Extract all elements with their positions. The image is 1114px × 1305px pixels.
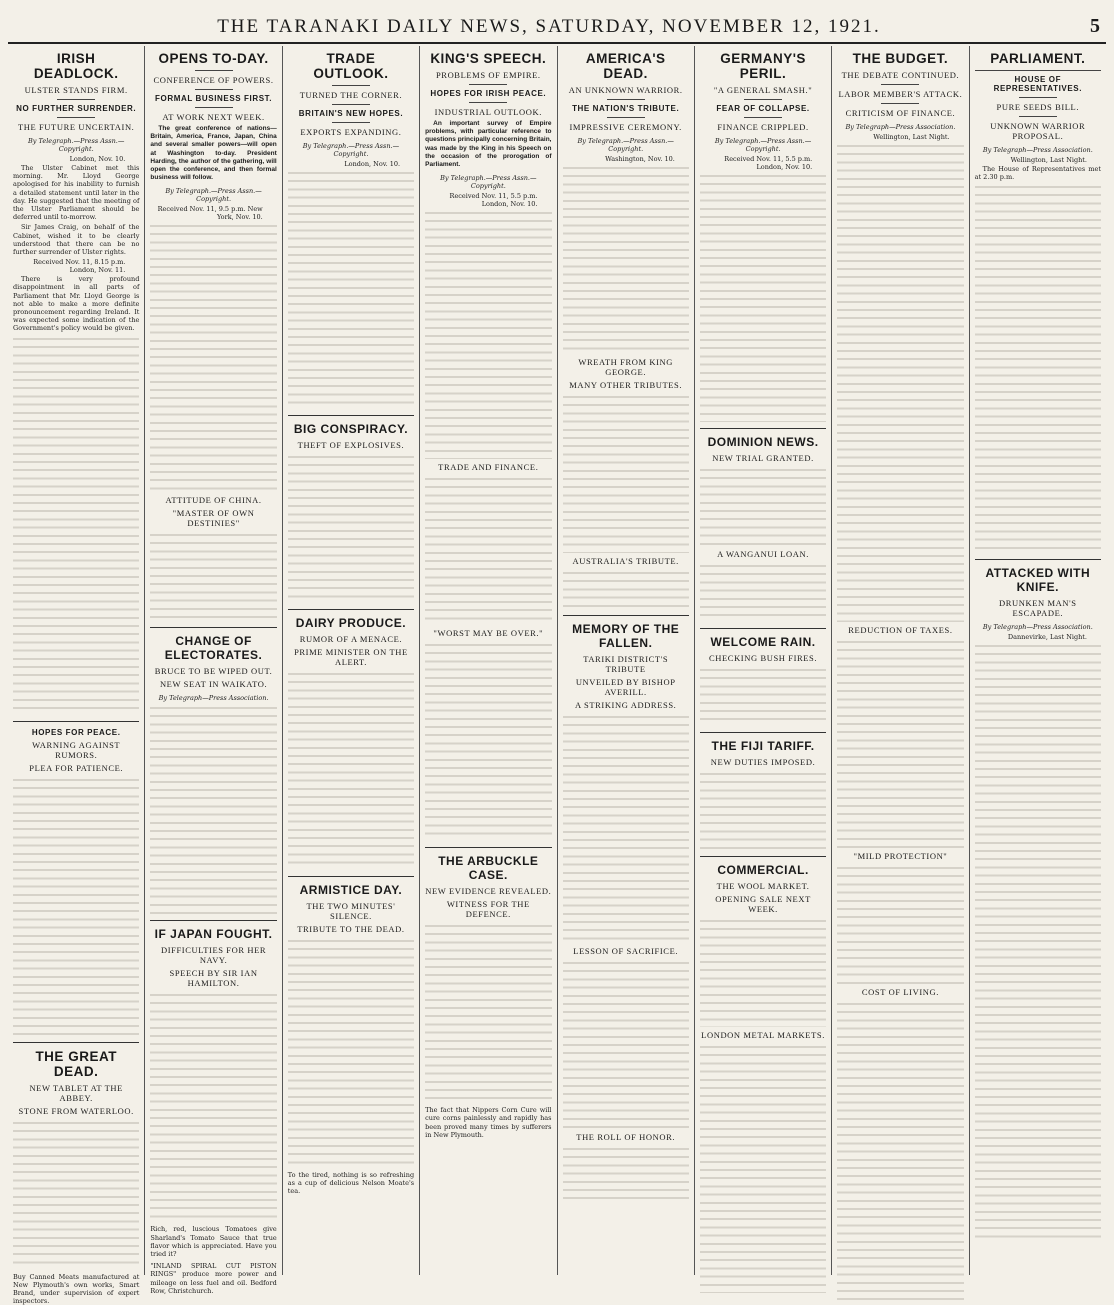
body-text-block xyxy=(975,183,1101,553)
divider xyxy=(744,99,782,100)
advertisement: Buy Canned Meats manufactured at New Plymouth's own works, Smart Brand, under supervision of expert inspectors. xyxy=(13,1272,140,1305)
subhead: BRITAIN'S NEW HOPES. xyxy=(298,109,404,118)
subhead: WARNING AGAINST RUMORS. xyxy=(32,739,121,760)
byline: By Telegraph—Press Association. xyxy=(982,146,1093,154)
subhead: WREATH FROM KING GEORGE. xyxy=(578,357,673,377)
body-text-block xyxy=(13,776,139,1036)
headline-attacked-with-knife: ATTACKED WITH KNIFE. xyxy=(985,566,1091,595)
column-the-budget xyxy=(832,46,969,1275)
body-text-block xyxy=(837,142,963,622)
headline-kings-speech: KING'S SPEECH. xyxy=(430,51,547,66)
divider xyxy=(700,628,826,629)
subhead: NEW DUTIES IMPOSED. xyxy=(710,757,816,767)
subhead: NEW TABLET AT THE ABBEY. xyxy=(29,1082,123,1103)
headline-dominion-news: DOMINION NEWS. xyxy=(707,435,819,449)
subhead: THE TWO MINUTES' SILENCE. xyxy=(306,901,396,921)
byline: By Telegraph—Press Association. xyxy=(982,623,1093,632)
subhead: "MILD PROTECTION" xyxy=(853,851,948,861)
subhead: "WORST MAY BE OVER." xyxy=(433,628,544,639)
headline-parliament: PARLIAMENT. xyxy=(990,51,1086,66)
subhead: PLEA FOR PATIENCE. xyxy=(29,762,124,773)
body-text-block xyxy=(288,453,414,603)
body-text-block xyxy=(425,209,551,459)
subhead: PRIME MINISTER ON THE ALERT. xyxy=(294,647,408,667)
divider xyxy=(425,847,551,848)
advertisement: Rich, red, luscious Tomatoes give Sharland's Tomato Sauce that true flavor which is appreciated. Have you tried it? xyxy=(150,1225,277,1259)
headline-great-dead: THE GREAT DEAD. xyxy=(35,1048,117,1079)
subhead: DIFFICULTIES FOR HER NAVY. xyxy=(160,945,267,966)
headline-trade-outlook: TRADE OUTLOOK. xyxy=(313,51,389,81)
byline: By Telegraph.—Press Assn.—Copyright. xyxy=(165,187,262,204)
subhead: DRUNKEN MAN'S ESCAPADE. xyxy=(999,598,1077,619)
body-text-block xyxy=(837,1000,963,1300)
subhead: UNVEILED BY BISHOP AVERILL. xyxy=(575,677,676,697)
byline: By Telegraph.—Press Assn.—Copyright. xyxy=(28,137,125,153)
byline: By Telegraph.—Press Assn.—Copyright. xyxy=(302,142,400,158)
lead-paragraph: The great conference of nations—Britain, America, France, Japan, China and several smaller powers—will open at Washington to-day. President Harding, the author of the gathering, will open the conference, and then formal business will follow. xyxy=(150,125,277,182)
subhead: A STRIKING ADDRESS. xyxy=(575,700,677,710)
masthead xyxy=(8,6,1106,44)
subhead: PURE SEEDS BILL. xyxy=(996,102,1080,112)
subhead: WITNESS FOR THE DEFENCE. xyxy=(446,899,530,920)
paragraph: The House of Representatives met at 2.30 p.m. xyxy=(974,165,1101,182)
divider xyxy=(469,84,507,85)
dateline: Received Nov. 11, 9.5 p.m. New York, Nov. 10. xyxy=(157,205,263,222)
divider xyxy=(881,84,919,85)
subhead: EXPORTS EXPANDING. xyxy=(300,127,402,137)
dateline: Washington, Nov. 10. xyxy=(605,155,675,163)
body-text-block xyxy=(700,770,826,850)
column-opens-today xyxy=(145,46,282,1295)
columns xyxy=(8,46,1106,1305)
subhead: LONDON METAL MARKETS. xyxy=(701,1030,825,1040)
body-text-block xyxy=(288,937,414,1167)
body-text-block xyxy=(700,562,826,622)
body-text-block xyxy=(563,393,689,553)
column-irish-deadlock xyxy=(8,46,145,1305)
body-text-block xyxy=(150,991,276,1221)
subhead: MANY OTHER TRIBUTES. xyxy=(569,380,683,390)
subhead: COST OF LIVING. xyxy=(861,987,939,997)
headline-the-budget: THE BUDGET. xyxy=(852,51,949,66)
divider xyxy=(13,1042,139,1043)
byline: By Telegraph.—Press Assn.—Copyright. xyxy=(714,137,812,153)
dateline: Received Nov. 11, 5.5 p.m. London, Nov. 10. xyxy=(449,192,538,209)
body-text-block xyxy=(563,713,689,943)
headline-americas-dead: AMERICA'S DEAD. xyxy=(585,51,666,81)
divider xyxy=(150,920,276,921)
divider xyxy=(607,99,645,100)
subhead: LESSON OF SACRIFICE. xyxy=(573,946,679,956)
subhead: THE DEBATE CONTINUED. xyxy=(841,70,960,80)
divider xyxy=(332,85,370,86)
subhead: HOPES FOR PEACE. xyxy=(31,727,121,737)
subhead: CHECKING BUSH FIRES. xyxy=(709,653,818,663)
body-text-block xyxy=(700,666,826,726)
subhead: BRUCE TO BE WIPED OUT. xyxy=(154,666,273,677)
dateline: Wellington, Last Night. xyxy=(1010,156,1087,164)
divider xyxy=(57,99,95,100)
advertisement: The fact that Nippers Corn Cure will cure corns painlessly and rapidly has been proved many times by sufferers in New Plymouth. xyxy=(425,1106,552,1139)
subhead: AT WORK NEXT WEEK. xyxy=(162,112,265,122)
divider xyxy=(57,117,95,118)
advertisement: "INLAND SPIRAL CUT PISTON RINGS" produce more power and mileage on less fuel and oil. Bedford Row, Christchurch. xyxy=(150,1262,277,1295)
dateline: London, Nov. 10. xyxy=(344,160,401,168)
body-text-block xyxy=(150,222,276,492)
dateline: Received Nov. 11, 5.5 p.m. London, Nov. 10. xyxy=(724,155,813,171)
subhead: AN UNKNOWN WARRIOR. xyxy=(568,85,683,95)
headline-opens-today: OPENS TO-DAY. xyxy=(158,51,269,66)
divider xyxy=(744,117,782,118)
subhead: FINANCE CRIPPLED. xyxy=(717,122,809,132)
subhead: CONFERENCE OF POWERS. xyxy=(153,75,274,85)
byline: By Telegraph.—Press Assn.—Copyright. xyxy=(577,137,674,153)
body-text-block xyxy=(563,959,689,1129)
paragraph: There is very profound disappointment in all parts of Parliament that Mr. Lloyd George is not able to make a more definite pronouncement regarding Ireland. It was expected some indication of the Government's policy would be given. xyxy=(13,275,140,333)
divider xyxy=(563,615,689,616)
subhead: SPEECH BY SIR IAN HAMILTON. xyxy=(169,968,258,989)
divider xyxy=(332,122,370,123)
subhead: TURNED THE CORNER. xyxy=(299,90,403,100)
subhead: UNKNOWN WARRIOR PROPOSAL. xyxy=(990,121,1086,141)
dateline: London, Nov. 10. xyxy=(69,155,126,163)
subhead: FEAR OF COLLAPSE. xyxy=(716,104,810,113)
body-text-block xyxy=(288,670,414,870)
headline-armistice-day: ARMISTICE DAY. xyxy=(299,883,403,897)
divider xyxy=(607,117,645,118)
divider xyxy=(469,102,507,103)
body-text-block xyxy=(425,475,551,625)
column-americas-dead xyxy=(558,46,695,1275)
subhead: THE ROLL OF HONOR. xyxy=(576,1132,676,1142)
paragraph: The Ulster Cabinet met this morning. Mr. Lloyd George apologised for his inability to furnish a detailed statement until later in the day. He suggested that the meeting of the Ulster Parliament should be deferred until to-morrow. xyxy=(13,164,140,222)
byline: By Telegraph—Press Association. xyxy=(158,694,269,703)
column-germanys-peril xyxy=(695,46,832,1275)
headline-big-conspiracy: BIG CONSPIRACY. xyxy=(293,422,409,436)
dateline: Dannevirke, Last Night. xyxy=(1007,633,1087,642)
body-text-block xyxy=(13,1119,139,1269)
body-text-block xyxy=(837,864,963,984)
body-text-block xyxy=(563,1145,689,1205)
body-text-block xyxy=(700,466,826,546)
divider xyxy=(288,876,414,877)
subhead: NO FURTHER SURRENDER. xyxy=(16,104,137,113)
subhead: THE NATION'S TRIBUTE. xyxy=(572,104,680,113)
headline-if-japan-fought: IF JAPAN FOUGHT. xyxy=(154,927,273,942)
byline: By Telegraph.—Press Assn.—Copyright. xyxy=(440,174,537,191)
divider xyxy=(150,627,276,628)
divider xyxy=(288,415,414,416)
subhead: STONE FROM WATERLOO. xyxy=(18,1105,134,1116)
lead-paragraph: An important survey of Empire problems, with particular reference to questions principally concerning Britain, was made by the King in his Speech on the occasion of the prorogation of Parliament. xyxy=(425,120,552,169)
subhead: AUSTRALIA'S TRIBUTE. xyxy=(572,556,679,566)
subhead: FORMAL BUSINESS FIRST. xyxy=(155,94,273,103)
column-trade-outlook xyxy=(283,46,420,1275)
headline-dairy-produce: DAIRY PRODUCE. xyxy=(295,616,407,630)
byline: By Telegraph—Press Association. xyxy=(845,123,956,131)
paragraph: Sir James Craig, on behalf of the Cabinet, wished it to be clearly understood that there can be no further surrender of Ulster rights. xyxy=(13,223,140,257)
divider xyxy=(332,104,370,105)
page-number: 5 xyxy=(1090,15,1100,37)
subhead: IMPRESSIVE CEREMONY. xyxy=(569,122,682,132)
divider xyxy=(288,609,414,610)
subhead: THE WOOL MARKET. xyxy=(716,881,810,891)
subhead: LABOR MEMBER'S ATTACK. xyxy=(838,89,963,99)
body-text-block xyxy=(425,922,551,1102)
subhead: NEW EVIDENCE REVEALED. xyxy=(425,886,552,897)
headline-arbuckle-case: THE ARBUCKLE CASE. xyxy=(438,854,539,883)
subhead: RUMOR OF A MENACE. xyxy=(299,634,403,644)
divider xyxy=(700,856,826,857)
divider xyxy=(1019,116,1057,117)
column-kings-speech xyxy=(420,46,557,1275)
divider xyxy=(975,559,1101,560)
subhead: ULSTER STANDS FIRM. xyxy=(24,85,128,95)
body-text-block xyxy=(563,164,689,354)
headline-commercial: COMMERCIAL. xyxy=(717,863,809,877)
subhead: INDUSTRIAL OUTLOOK. xyxy=(434,107,543,117)
body-text-block xyxy=(700,1043,826,1293)
headline-change-of-electorates: CHANGE OF ELECTORATES. xyxy=(164,634,263,663)
dateline: Wellington, Last Night. xyxy=(873,133,950,141)
subhead: REDUCTION OF TAXES. xyxy=(848,625,953,635)
body-text-block xyxy=(975,642,1101,1242)
divider xyxy=(700,732,826,733)
subhead: NEW TRIAL GRANTED. xyxy=(712,453,814,463)
dateline: Received Nov. 11, 8.15 p.m. London, Nov. 11. xyxy=(33,258,126,275)
subhead: "A GENERAL SMASH." xyxy=(713,85,813,95)
divider xyxy=(700,428,826,429)
body-text-block xyxy=(288,169,414,409)
subhead: THE FUTURE UNCERTAIN. xyxy=(17,122,135,132)
subhead: PROBLEMS OF EMPIRE. xyxy=(435,70,541,80)
body-text-block xyxy=(150,531,276,621)
headline-fiji-tariff: THE FIJI TARIFF. xyxy=(711,739,815,753)
subhead: TRADE AND FINANCE. xyxy=(438,462,539,473)
body-text-block xyxy=(700,917,826,1027)
divider xyxy=(195,107,233,108)
subhead: NEW SEAT IN WAIKATO. xyxy=(159,679,268,690)
headline-memory-of-fallen: MEMORY OF THE FALLEN. xyxy=(572,622,680,650)
subhead: HOUSE OF REPRESENTATIVES. xyxy=(993,75,1083,93)
divider xyxy=(195,89,233,90)
headline-germanys-peril: GERMANY'S PERIL. xyxy=(720,51,806,81)
subhead: HOPES FOR IRISH PEACE. xyxy=(430,89,547,98)
divider xyxy=(1019,97,1057,98)
subhead: "MASTER OF OWN DESTINIES" xyxy=(172,508,255,529)
subhead: OPENING SALE NEXT WEEK. xyxy=(715,894,811,914)
divider xyxy=(975,70,1101,71)
subhead: A WANGANUI LOAN. xyxy=(717,549,809,559)
body-text-block xyxy=(563,569,689,609)
divider xyxy=(13,721,139,722)
body-text-block xyxy=(837,638,963,848)
body-text-block xyxy=(425,641,551,841)
masthead-title: THE TARANAKI DAILY NEWS, SATURDAY, NOVEMBER 12, 1921. xyxy=(217,16,881,37)
subhead: TRIBUTE TO THE DEAD. xyxy=(297,924,405,934)
body-text-block xyxy=(150,704,276,914)
body-text-block xyxy=(13,335,139,715)
subhead: ATTITUDE OF CHINA. xyxy=(165,495,262,506)
subhead: CRITICISM OF FINANCE. xyxy=(845,108,956,118)
subhead: THEFT OF EXPLOSIVES. xyxy=(297,440,405,450)
divider xyxy=(881,103,919,104)
divider xyxy=(195,70,233,71)
headline-welcome-rain: WELCOME RAIN. xyxy=(710,635,816,649)
column-parliament xyxy=(970,46,1106,1275)
headline-irish-deadlock: IRISH DEADLOCK. xyxy=(33,51,119,81)
body-text-block xyxy=(700,172,826,422)
subhead: TARIKI DISTRICT'S TRIBUTE xyxy=(583,654,669,674)
advertisement: To the tired, nothing is so refreshing as a cup of delicious Nelson Moate's tea. xyxy=(287,1171,415,1196)
